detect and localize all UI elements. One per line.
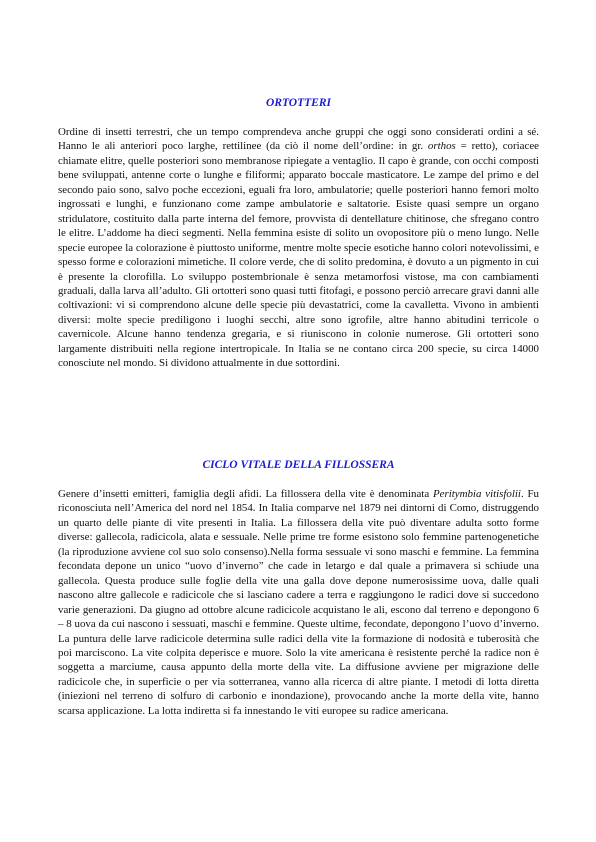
section-title-fillossera: CICLO VITALE DELLA FILLOSSERA [202, 459, 395, 471]
paragraph-text: = retto), coriacee chiamate elitre, quelle posteriori sono membranose ripiegate a ventaglio. Il capo è grande, con occhi composti bene sviluppati, antenne corte o lunghe e filiformi; apparato boccale masticatore. Le zampe del primo e del secondo paio sono, salvo poche eccezioni, eguali fra loro, ambulatorie; quelle posteriori hanno femori molto ingrossati e lunghi, e funzionano come zampe ambulatorie e saltatorie. Esiste quasi sempre un organo stridulatore, costituito dalla parte interna del femore, provvista di dentellature chitinose, che sfregano contro le elitre. L’addome ha dieci segmenti. Nella femmina esiste di solito un ovopositore più o meno lungo. Nelle specie europee la colorazione è piuttosto uniforme, mentre molte specie esotiche hanno colori notevolissimi, e spesso forme e colorazioni mimetiche. Il colore verde, che di solito predomina, è dovuto a un pigmento in cui è presente la clorofilla. Lo sviluppo postembrionale è senza metamorfosi vistose, ma con cambiamenti graduali, dalla larva all’adulto. Gli ortotteri sono quasi tutti fitofagi, e possono perciò arrecare gravi danni alle coltivazioni: vi si comprendono alcune delle specie più devastatrici, come la cavalletta. Vivono in ambienti diversi: molte specie prediligono i luoghi secchi, altre sono igrofile, altre hanno abitudini terricole o cavernicole. Alcune hanno tendenza gregaria, e si riuniscono in colonie numerose. Gli ortotteri sono largamente distribuiti nella regione intertropicale. In Italia se ne contano circa 200 specie, su circa 14000 conosciute nel mondo. Si dividono attualmente in due sottordini. [58, 140, 539, 370]
paragraph-text: Genere d’insetti emitteri, famiglia degli afidi. La fillossera della vite è denominata [58, 488, 434, 500]
section-title-ortotteri: ORTOTTERI [266, 97, 331, 109]
paragraph-ortotteri [58, 125, 539, 371]
paragraph-text: . Fu riconosciuta nell’America del nord nel 1854. In Italia comparve nel 1879 nei dintorni di Como, distruggendo un quarto delle piante di vite presenti in Italia. La fillossera della vite può diventare adulta sotto forme diverse: gallecola, radicicola, alata e sessuale. Nelle prime tre forme esistono solo femmine partenogenetiche (la riproduzione avviene col suo solo consenso).Nella forma sessuale vi sono maschi e femmine. La femmina fecondata depone un unico “uovo d’inverno” che cade in letargo e dal quale a primavera si schiude una gallecola. Questa produce sulle foglie della vite una galla dove depone numerosissime uova, dalle quali nascono altre gallecole e radicicole che si lasciano cadere a terra e raggiungono le radici dove si succedono varie generazioni. Da giugno ad ottobre alcune radicicole acquistano le ali, escono dal terreno e depongono 6 – 8 uova da cui nascono i sessuati, maschi e femmine. Queste ultime, fecondate, depongono l’uovo d’inverno. La puntura delle larve radicicole determina sulle radici della vite la formazione di nodosità e tuberosità che poi marciscono. La vite colpita deperisce e muore. Solo la vite americana è resistente perché la radice non è soggetta a marciume, causa appunto della morte della vite. La diffusione avviene per migrazione delle radicicole che, in superficie o per via sotterranea, vanno alla ricerca di altre piante. I metodi di lotta diretta (iniezioni nel terreno di solfuro di carbonio e inondazione), provocando anche la morte della vite, hanno scarsa applicazione. La lotta indiretta si fa innestando le viti europee su radice americana. [58, 488, 539, 717]
italic-term: Peritymbia vitisfolii [433, 488, 521, 500]
italic-term: orthos [427, 140, 456, 153]
paragraph-fillossera [58, 487, 539, 718]
paragraph-text: Ordine di insetti terrestri, che un tempo comprendeva anche gruppi che oggi sono considerati ordini a sé. Hanno le ali anteriori poco larghe, rettilinee (da ciò il nome dell’ordine: in gr. [58, 126, 539, 153]
